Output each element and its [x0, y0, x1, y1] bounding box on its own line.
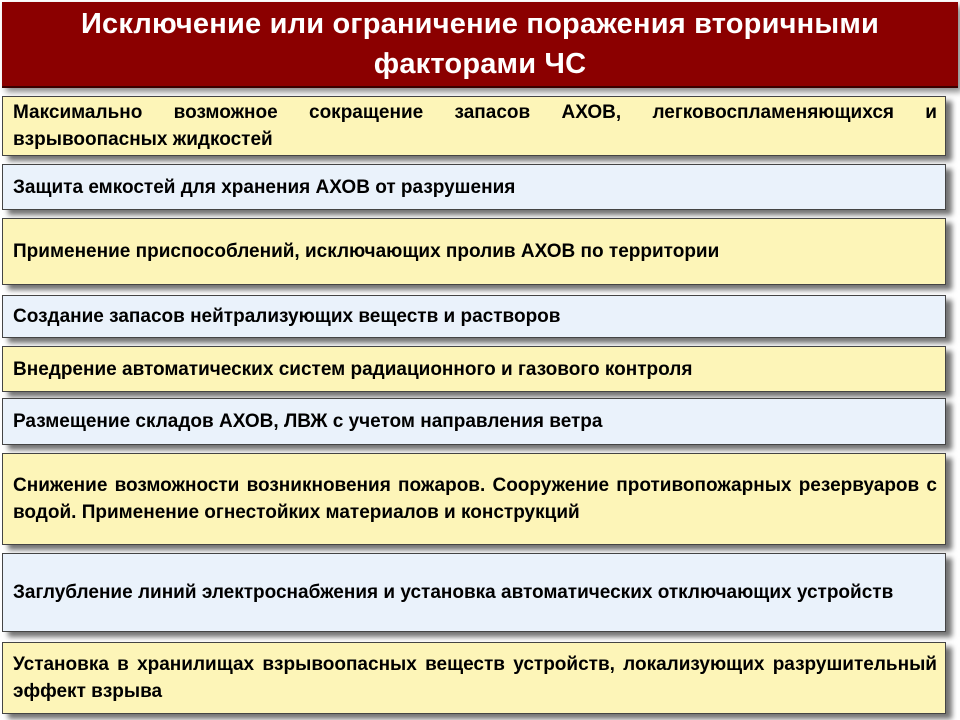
list-item — [2, 218, 946, 285]
list-item — [2, 96, 946, 156]
list-item — [2, 553, 946, 632]
list-item — [2, 398, 946, 445]
list-item — [2, 164, 946, 210]
title-banner — [2, 2, 958, 88]
list-item-text: Снижение возможности возникновения пожаров. Сооружение противопожарных резервуаров с водой. Применение огнестойких материалов и конструкций — [13, 475, 937, 523]
list-item-text: Установка в хранилищах взрывоопасных веществ устройств, локализующих разрушительный эффект взрыва — [13, 654, 937, 702]
list-item — [2, 642, 946, 714]
page-title: Исключение или ограничение поражения вторичными факторами ЧС — [80, 8, 880, 80]
list-item-text: Максимально возможное сокращение запасов АХОВ, легковоспламеняющихся и взрывоопасных жидкостей — [13, 102, 937, 150]
list-item-text: Защита емкостей для хранения АХОВ от разрушения — [13, 176, 516, 198]
list-item-text: Внедрение автоматических систем радиационного и газового контроля — [13, 358, 693, 380]
list-item-text: Заглубление линий электроснабжения и установка автоматических отключающих устройств — [13, 582, 894, 603]
list-item-text: Создание запасов нейтрализующих веществ и растворов — [13, 306, 561, 327]
list-item — [2, 346, 946, 392]
list-item-text: Размещение складов АХОВ, ЛВЖ с учетом направления ветра — [13, 411, 603, 432]
list-item — [2, 453, 946, 545]
list-item-text: Применение приспособлений, исключающих пролив АХОВ по территории — [13, 241, 720, 262]
list-item — [2, 295, 946, 338]
